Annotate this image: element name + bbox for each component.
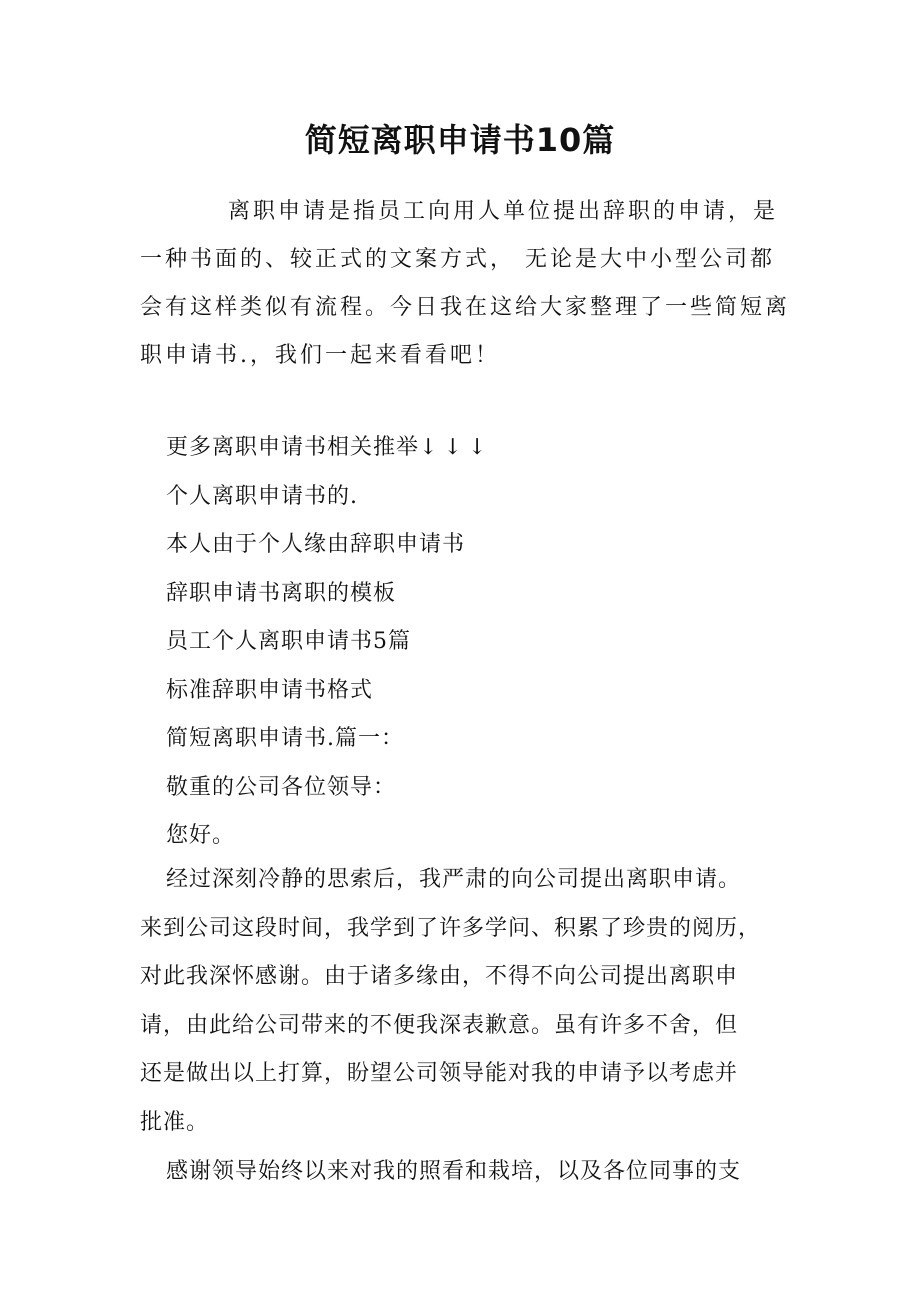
list-item: 本人由于个人缘由辞职申请书 <box>166 532 466 557</box>
intro-line: 会有这样类似有流程。今日我在这给大家整理了一些简短离 <box>140 295 791 320</box>
body-line: 批准。 <box>140 1109 210 1135</box>
body-line: 对此我深怀感谢。由于诸多缘由，不得不向公司提出离职申 <box>140 964 739 989</box>
section-heading: 简短离职申请书.篇一： <box>166 726 404 751</box>
greeting: 您好。 <box>166 823 236 848</box>
down-arrow-icon: ↓↓↓ <box>419 435 493 460</box>
body-paragraph <box>140 1148 810 1197</box>
body-paragraph <box>140 856 810 1147</box>
intro-paragraph <box>140 188 791 380</box>
recommend-label: 更多离职申请书相关推举 <box>166 435 420 460</box>
salutation: 敬重的公司各位领导： <box>166 774 397 800</box>
document-title: 简短离职申请书10篇 <box>304 121 616 159</box>
body-line: 经过深刻冷静的思索后，我严肃的向公司提出离职申请。 <box>166 867 742 892</box>
recommendation-list <box>166 424 806 861</box>
list-item: 辞职申请书离职的模板 <box>166 580 397 606</box>
intro-line: 职申请书.，我们一起来看看吧！ <box>140 343 500 368</box>
body-line: 感谢领导始终以来对我的照看和栽培，以及各位同事的支 <box>166 1159 742 1184</box>
list-item: 个人离职申请书的. <box>166 483 358 509</box>
list-item: 员工个人离职申请书5篇 <box>166 629 411 654</box>
recommend-heading <box>166 424 806 473</box>
intro-line: 一种书面的、较正式的文案方式， 无论是大中小型公司都 <box>140 247 775 272</box>
intro-line: 离职申请是指员工向用人单位提出辞职的申请，是 <box>228 199 779 224</box>
body-line: 还是做出以上打算，盼望公司领导能对我的申请予以考虑并 <box>140 1061 739 1086</box>
body-line: 请，由此给公司带来的不便我深表歉意。虽有许多不舍，但 <box>140 1012 739 1038</box>
body-line: 来到公司这段时间，我学到了许多学问、积累了珍贵的阅历， <box>140 915 762 941</box>
list-item: 标准辞职申请书格式 <box>166 677 374 703</box>
